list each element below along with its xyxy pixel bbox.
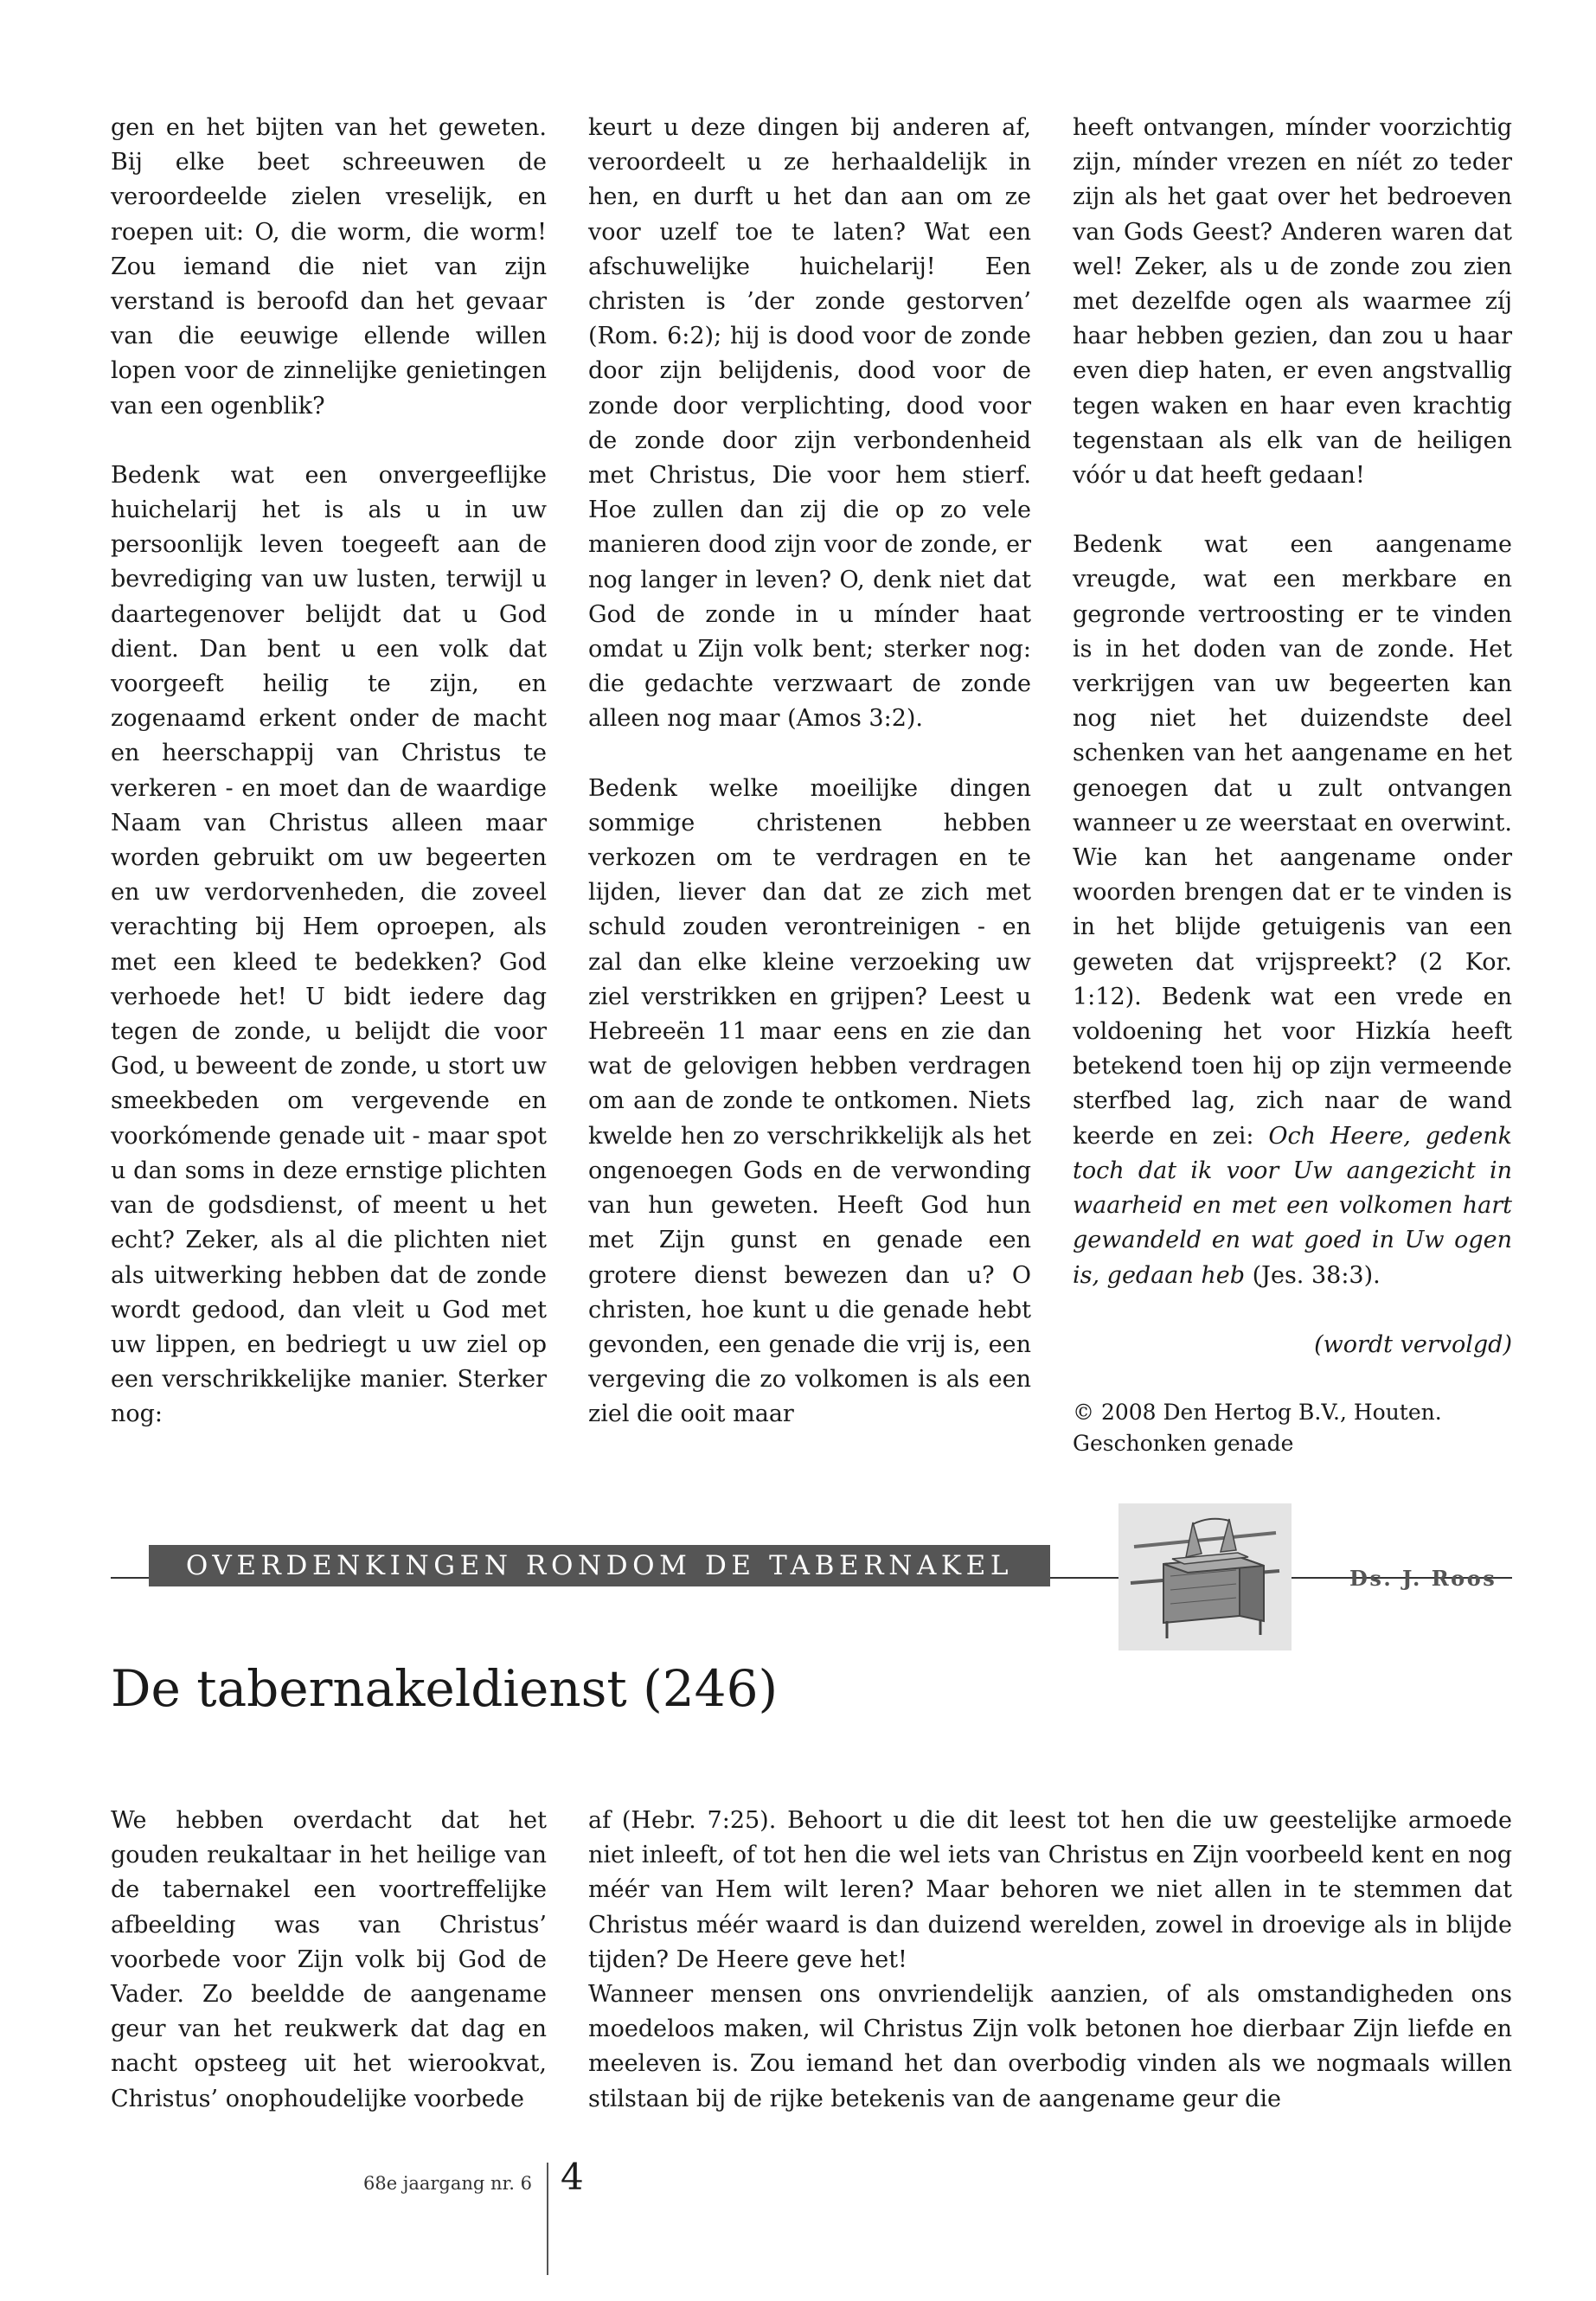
footer-divider — [547, 2163, 548, 2275]
paragraph-with-quote — [1073, 528, 1512, 1292]
ark-of-covenant-icon — [1118, 1503, 1292, 1650]
continued-note: (wordt vervolgd) — [1314, 1330, 1512, 1358]
article-column-right — [588, 1804, 1512, 2117]
copyright-block — [1073, 1397, 1512, 1459]
paragraph: heeft ontvangen, mínder voorzichtig zijn, mínder vrezen en níét zo teder zijn als het gaat over het bedroeven van Gods Geest? Anderen waren dat wel! Zeker, als u de zonde zou zien met dezelfde ogen als waarmee zíj haar hebben gezien, dan zou u haar even diep haten, er even angstvallig tegen waken en haar even krachtig tegenstaan als elk van de heiligen vóór u dat heeft gedaan! — [1073, 114, 1512, 490]
copyright-line: © 2008 Den Hertog B.V., Houten. — [1073, 1399, 1442, 1425]
page-number: 4 — [561, 2156, 584, 2198]
paragraph: af (Hebr. 7:25). Behoort u die dit leest tot hen die uw geestelijke armoede niet inleeft, of tot hen die wel iets van Christus en Zijn voorbeeld kent en nog méér van Hem wilt leren? Maar behoren we niet allen in te stemmen dat Christus méér waard is dan duizend werelden, zowel in droevige als in blijde tijden? De Heere geve het! — [588, 1807, 1512, 1973]
article-column-2 — [588, 111, 1031, 1433]
paragraph: Bedenk wat een onvergeeflijke huichelarij het is als u in uw persoonlijk leven toegeeft aan de bevrediging van uw lusten, terwijl u daartegenover belijdt dat u God dient. Dan bent u een volk dat voorgeeft heilig te zijn, en zogenaamd erkent onder de macht en heerschappij van Christus te verkeren - en moet dan de waardige Naam van Christus alleen maar worden gebruikt om uw begeerten en uw verdorvenheden, die zoveel verachting bij Hem oproepen, als met een kleed te bedekken? God verhoede het! U bidt iedere dag tegen de zonde, u belijdt die voor God, u beweent de zonde, u stort uw smeekbeden om vergevende en voorkómende genade uit - maar spot u dan soms in deze ernstige plichten van de godsdienst, of meent u het echt? Zeker, als al die plichten niet als uitwerking hebben dat de zonde wordt gedood, dan vleit u God met uw lippen, en bedriegt u uw ziel op een verschrikkelijke manier. Sterker nog: — [111, 461, 547, 1428]
scripture-quote: Och Heere, gedenk toch dat ik voor Uw aangezicht in waarheid en met een volkomen hart gewandeld en wat goed in Uw ogen is, gedaan heb — [1073, 1122, 1512, 1289]
paragraph: keurt u deze dingen bij anderen af, veroordeelt u ze herhaaldelijk in hen, en durft u het dan aan om ze voor uzelf toe te laten? Wat een afschuwelijke huichelarij! Een christen is ’der zonde gestorven’ (Rom. 6:2); hij is dood voor de zonde door zijn belijdenis, dood voor de zonde door verplichting, dood voor de zonde door zijn verbondenheid met Christus, Die voor hem stierf. Hoe zullen dan zij die op zo vele manieren dood zijn voor de zonde, er nog langer in leven? O, denk niet dat God de zonde in u mínder haat omdat u Zijn volk bent; sterker nog: die gedachte verzwaart de zonde alleen nog maar (Amos 3:2). — [588, 114, 1031, 733]
scripture-reference: (Jes. 38:3). — [1245, 1261, 1381, 1289]
source-title: Geschonken genade — [1073, 1430, 1294, 1456]
paragraph-text: Bedenk wat een aangename vreugde, wat een merkbare en gegronde vertroosting er te vinden is in het doden van de zonde. Het verkrijgen van uw begeerten kan nog niet het duizendste deel schenken van het aangename en het genoegen dat u zult ontvangen wanneer u ze weerstaat en overwint. Wie kan het aangename onder woorden brengen dat er te vinden is in het blijde getuigenis van een geweten dat vrijspreekt? (2 Kor. 1:12). Bedenk wat een vrede en voldoening het voor Hizkía heeft betekend toen hij op zijn vermeende sterfbed lag, zich naar de wand keerde en zei: — [1073, 531, 1512, 1150]
paragraph: Bedenk welke moeilijke dingen sommige christenen hebben verkozen om te verdragen en te lijden, liever dan dat ze zich met schuld zouden verontreinigen - en zal dan elke kleine verzoeking uw ziel verstrikken en grijpen? Leest u Hebreeën 11 maar eens en zie dan wat de gelovigen hebben verdragen om aan de zonde te ontkomen. Niets kwelde hen zo verschrikkelijk als het ongenoegen Gods en de verwonding van hun geweten. Heeft God hun met Zijn gunst en genade een grotere dienst bewezen dan u? O christen, hoe kunt u die genade hebt gevonden, een genade die vrij is, een vergeving die zo volkomen is als een ziel die ooit maar — [588, 774, 1031, 1428]
issue-info: 68e jaargang nr. 6 — [363, 2173, 532, 2194]
article-title: De tabernakeldienst (246) — [111, 1659, 779, 1718]
article-column-left — [111, 1804, 547, 2117]
article-column-3 — [1073, 111, 1512, 1459]
author-name: Ds. J. Roos — [1349, 1566, 1497, 1591]
article-column-1 — [111, 111, 547, 1433]
paragraph: gen en het bijten van het geweten. Bij elke beet schreeuwen de veroordeelde zielen vreselijk, en roepen uit: O, die worm, die worm! Zou iemand die niet van zijn verstand is beroofd dan het gevaar van die eeuwige ellende willen lopen voor de zinnelijke genietingen van een ogenblik? — [111, 114, 547, 420]
paragraph: Wanneer mensen ons onvriendelijk aanzien, of als omstandigheden ons moedeloos maken, wil Christus Zijn volk betonen hoe dierbaar Zijn liefde en meeleven is. Zou iemand het dan overbodig vinden als we nogmaals willen stilstaan bij de rijke betekenis van de aangename geur die — [588, 1981, 1512, 2112]
paragraph: We hebben overdacht dat het gouden reukaltaar in het heilige van de tabernakel een voortreffelijke afbeelding was van Christus’ voorbede voor Zijn volk bij God de Vader. Zo beeldde de aangename geur van het reukwerk dat dag en nacht opsteeg uit het wierookvat, Christus’ onophoudelijke voorbede — [111, 1807, 547, 2112]
series-label: OVERDENKINGEN RONDOM DE TABERNAKEL — [149, 1545, 1050, 1586]
